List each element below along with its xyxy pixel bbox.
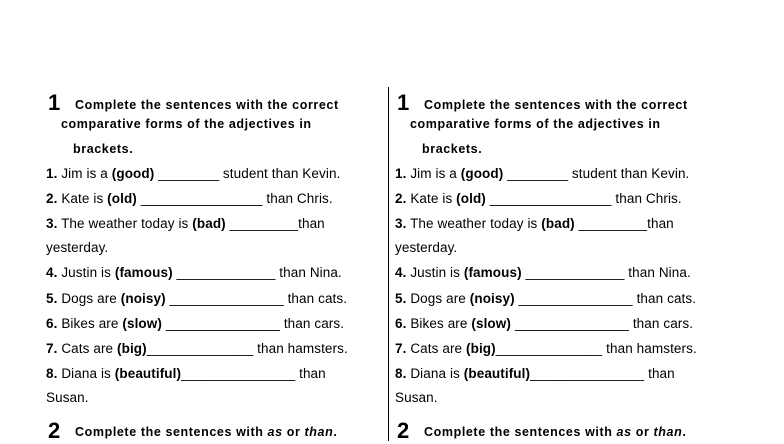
exercise-1-item-2: 2. Kate is (old) ________________ than Chris. [46,191,333,206]
exercise-1-item-2: 2. Kate is (old) ________________ than Chris. [395,191,682,206]
exercise-1-instruction-line2: comparative forms of the adjectives in [61,117,312,131]
exercise-1-item-7: 7. Cats are (big)______________ than hamsters. [395,341,697,356]
exercise-1-number: 1 [397,90,410,115]
column-divider [388,87,389,441]
exercise-2-instruction: Complete the sentences with as or than. [75,425,338,439]
worksheet-column-right [395,0,740,441]
exercise-1-instruction-line3: brackets. [73,142,134,156]
exercise-1-item-8: 8. Diana is (beautiful)_______________ than [395,366,675,381]
exercise-1-item-4: 4. Justin is (famous) _____________ than Nina. [46,265,342,280]
exercise-1-item-4: 4. Justin is (famous) _____________ than Nina. [395,265,691,280]
exercise-1-instruction-line2: comparative forms of the adjectives in [410,117,661,131]
exercise-1-item-3: 3. The weather today is (bad) _________than [395,216,674,231]
exercise-1-item-3: 3. The weather today is (bad) _________than [46,216,325,231]
exercise-1-item-6: 6. Bikes are (slow) _______________ than cars. [46,316,345,331]
exercise-1-item-1: 1. Jim is a (good) ________ student than Kevin. [46,166,341,181]
exercise-1-instruction-line1: Complete the sentences with the correct [75,98,339,112]
exercise-2-number: 2 [397,418,410,443]
exercise-1-item-1: 1. Jim is a (good) ________ student than Kevin. [395,166,690,181]
exercise-1-number: 1 [48,90,61,115]
exercise-2-number: 2 [48,418,61,443]
exercise-1-instruction-line3: brackets. [422,142,483,156]
exercise-2-instruction: Complete the sentences with as or than. [424,425,687,439]
worksheet-column-left [46,0,391,441]
exercise-1-item-3-continued: yesterday. [395,240,458,255]
exercise-1-item-5: 5. Dogs are (noisy) _______________ than cats. [46,291,348,306]
exercise-1-instruction-line1: Complete the sentences with the correct [424,98,688,112]
exercise-1-item-8-continued: Susan. [395,390,438,405]
exercise-1-item-7: 7. Cats are (big)______________ than hamsters. [46,341,348,356]
exercise-1-item-8: 8. Diana is (beautiful)_______________ than [46,366,326,381]
exercise-1-item-5: 5. Dogs are (noisy) _______________ than cats. [395,291,697,306]
exercise-1-item-6: 6. Bikes are (slow) _______________ than cars. [395,316,694,331]
exercise-1-item-3-continued: yesterday. [46,240,109,255]
exercise-1-item-8-continued: Susan. [46,390,89,405]
